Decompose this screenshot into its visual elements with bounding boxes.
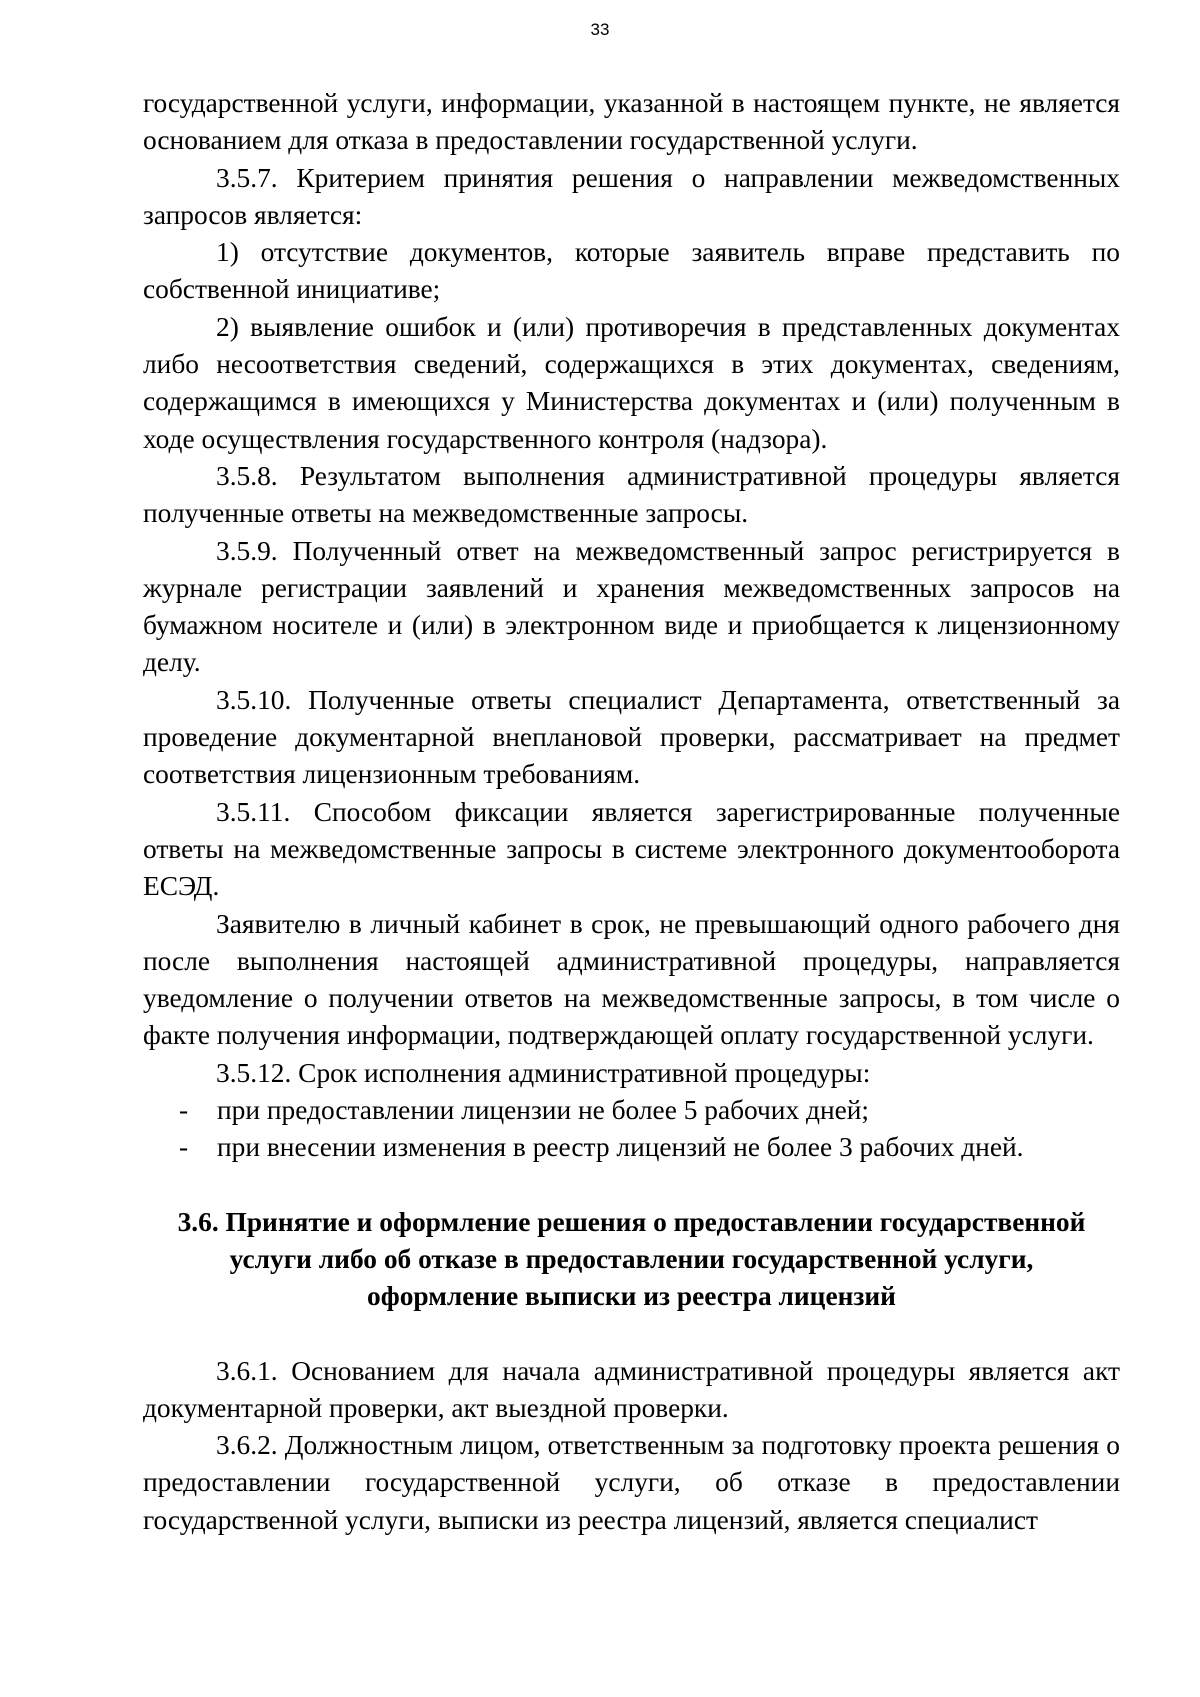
paragraph-3-5-9: 3.5.9. Полученный ответ на межведомственный запрос регистрируется в журнале регистрации заявлений и хранения межведомственных запросов на бумажном носителе и (или) в электронном виде и приобщается к лицензионному делу. bbox=[143, 535, 1120, 678]
paragraph: государственной услуги, информации, указанной в настоящем пункте, не является основанием для отказа в предоставлении государственной услуги. bbox=[143, 88, 1120, 156]
section-heading-3-6 bbox=[143, 1204, 1120, 1316]
dash-list-item bbox=[143, 1092, 1120, 1129]
heading-line: оформление выписки из реестра лицензий bbox=[367, 1281, 896, 1312]
dash-marker: - bbox=[179, 1132, 189, 1163]
dash-list-item bbox=[143, 1129, 1120, 1166]
heading-line: услуги либо об отказе в предоставлении государственной услуги, bbox=[229, 1243, 1034, 1274]
paragraph-3-6-2: 3.6.2. Должностным лицом, ответственным за подготовку проекта решения о предоставлении государственной услуги, об отказе в предоставлении государственной услуги, выписки из реестра лицензий, является специалист bbox=[143, 1430, 1120, 1535]
paragraph-3-5-8: 3.5.8. Результатом выполнения административной процедуры является полученные ответы на межведомственные запросы. bbox=[143, 460, 1120, 529]
page-number: 33 bbox=[590, 20, 610, 39]
list-item-2: 2) выявление ошибок и (или) противоречия в представленных документах либо несоответствия сведений, содержащихся в этих документах, сведениям, содержащимся в имеющихся у Министерства документах и (или) полученным в ходе осуществления государственного контроля (надзора). bbox=[143, 311, 1120, 454]
dash-list-item-text: при внесении изменения в реестр лицензий не более 3 рабочих дней. bbox=[217, 1132, 1024, 1163]
paragraph-notification: Заявителю в личный кабинет в срок, не превышающий одного рабочего дня после выполнения настоящей административной процедуры, направляется уведомление о получении ответов на межведомственные запросы, в том числе о факте получения информации, подтверждающей оплату государственной услуги. bbox=[143, 908, 1120, 1051]
list-item-1: 1) отсутствие документов, которые заявитель вправе представить по собственной инициативе; bbox=[143, 237, 1120, 305]
paragraph-3-5-7: 3.5.7. Критерием принятия решения о направлении межведомственных запросов является: bbox=[143, 162, 1120, 230]
document-body bbox=[143, 85, 1120, 1539]
paragraph-3-6-1: 3.6.1. Основанием для начала административной процедуры является акт документарной проверки, акт выездной проверки. bbox=[143, 1355, 1120, 1423]
dash-list-item-text: при предоставлении лицензии не более 5 рабочих дней; bbox=[217, 1095, 870, 1126]
heading-line: 3.6. Принятие и оформление решения о предоставлении государственной bbox=[177, 1206, 1086, 1237]
paragraph-3-5-11: 3.5.11. Способом фиксации является зарегистрированные полученные ответы на межведомственные запросы в системе электронного документооборота ЕСЭД. bbox=[143, 796, 1120, 902]
paragraph-3-5-12: 3.5.12. Срок исполнения административной процедуры: bbox=[216, 1057, 871, 1088]
paragraph-3-5-10: 3.5.10. Полученные ответы специалист Департамента, ответственный за проведение документарной внеплановой проверки, рассматривает на предмет соответствия лицензионным требованиям. bbox=[143, 684, 1120, 790]
dash-marker: - bbox=[179, 1095, 189, 1126]
